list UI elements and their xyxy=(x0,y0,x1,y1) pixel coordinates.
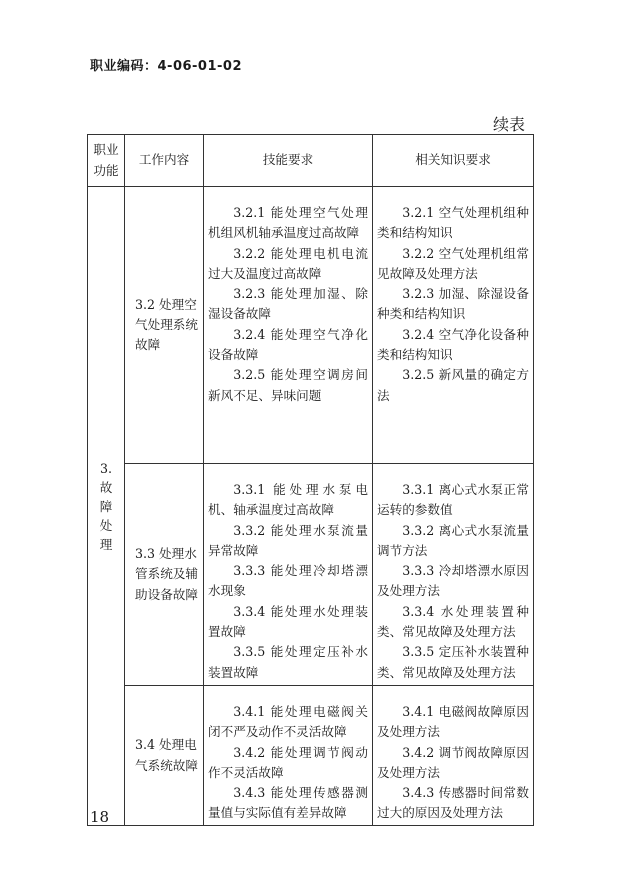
knowledge-item: 3.4.2 调节阀故障原因及处理方法 xyxy=(377,744,529,780)
function-cell xyxy=(88,187,125,826)
knowledge-requirements-cell xyxy=(373,187,534,464)
knowledge-item: 3.2.3 加湿、除湿设备种类和结构知识 xyxy=(377,286,529,322)
skill-item: 3.2.4 能处理空气净化设备故障 xyxy=(208,326,368,363)
function-label: 3. 故障处理 xyxy=(99,460,113,552)
skill-requirements-cell xyxy=(204,187,373,464)
continued-table-label: 续表 xyxy=(493,115,526,134)
table-header-row xyxy=(88,135,534,187)
table-row xyxy=(88,464,534,686)
table-row xyxy=(88,686,534,826)
skill-item: 3.4.2 能处理调节阀动作不灵活故障 xyxy=(208,744,368,780)
header-skill-requirements: 技能要求 xyxy=(204,135,373,187)
skill-item: 3.2.3 能处理加湿、除湿设备故障 xyxy=(208,286,368,322)
skill-item: 3.3.5 能处理定压补水装置故障 xyxy=(208,644,368,680)
knowledge-item: 3.2.1 空气处理机组种类和结构知识 xyxy=(377,205,529,241)
occupation-code: 职业编码：4-06-01-02 xyxy=(90,59,243,74)
header-knowledge-requirements: 相关知识要求 xyxy=(373,135,534,187)
header-function: 职业功能 xyxy=(88,135,125,187)
table-row xyxy=(88,187,534,464)
skill-item: 3.4.3 能处理传感器测量值与实际值有差异故障 xyxy=(208,785,368,821)
knowledge-item: 3.4.3 传感器时间常数过大的原因及处理方法 xyxy=(377,785,529,821)
header-work-content: 工作内容 xyxy=(125,135,204,187)
table-body xyxy=(88,187,534,826)
skill-item: 3.2.2 能处理电机电流过大及温度过高故障 xyxy=(208,245,368,281)
knowledge-item: 3.3.2 离心式水泵流量调节方法 xyxy=(377,522,529,558)
skill-item: 3.3.3 能处理冷却塔漂水现象 xyxy=(208,563,368,599)
skill-requirements-cell xyxy=(204,464,373,686)
skill-item: 3.4.1 能处理电磁阀关闭不严及动作不灵活故障 xyxy=(208,704,368,740)
knowledge-item: 3.3.1 离心式水泵正常运转的参数值 xyxy=(377,482,529,518)
knowledge-item: 3.3.4 水处理装置种类、常见故障及处理方法 xyxy=(377,603,529,640)
work-content-cell: 3.4 处理电气系统故障 xyxy=(125,686,204,826)
skill-item: 3.2.5 能处理空调房间新风不足、异味问题 xyxy=(208,367,368,403)
skills-standard-table xyxy=(87,134,534,826)
skill-requirements-cell xyxy=(204,686,373,826)
knowledge-requirements-cell xyxy=(373,686,534,826)
work-content-cell: 3.2 处理空气处理系统故障 xyxy=(125,187,204,464)
knowledge-item: 3.2.4 空气净化设备种类和结构知识 xyxy=(377,326,529,363)
knowledge-item: 3.2.5 新风量的确定方法 xyxy=(377,367,529,403)
skill-item: 3.3.4 能处理水处理装置故障 xyxy=(208,603,368,640)
page-number: 18 xyxy=(90,808,110,826)
knowledge-item: 3.3.5 定压补水装置种类、常见故障及处理方法 xyxy=(377,644,529,680)
knowledge-item: 3.3.3 冷却塔漂水原因及处理方法 xyxy=(377,563,529,599)
knowledge-item: 3.4.1 电磁阀故障原因及处理方法 xyxy=(377,704,529,740)
skill-item: 3.3.1 能处理水泵电机、轴承温度过高故障 xyxy=(208,482,368,518)
table-header xyxy=(88,135,534,187)
skill-item: 3.3.2 能处理水泵流量异常故障 xyxy=(208,522,368,558)
knowledge-requirements-cell xyxy=(373,464,534,686)
skill-item: 3.2.1 能处理空气处理机组风机轴承温度过高故障 xyxy=(208,205,368,241)
work-content-cell: 3.3 处理水管系统及辅助设备故障 xyxy=(125,464,204,686)
knowledge-item: 3.2.2 空气处理机组常见故障及处理方法 xyxy=(377,245,529,281)
